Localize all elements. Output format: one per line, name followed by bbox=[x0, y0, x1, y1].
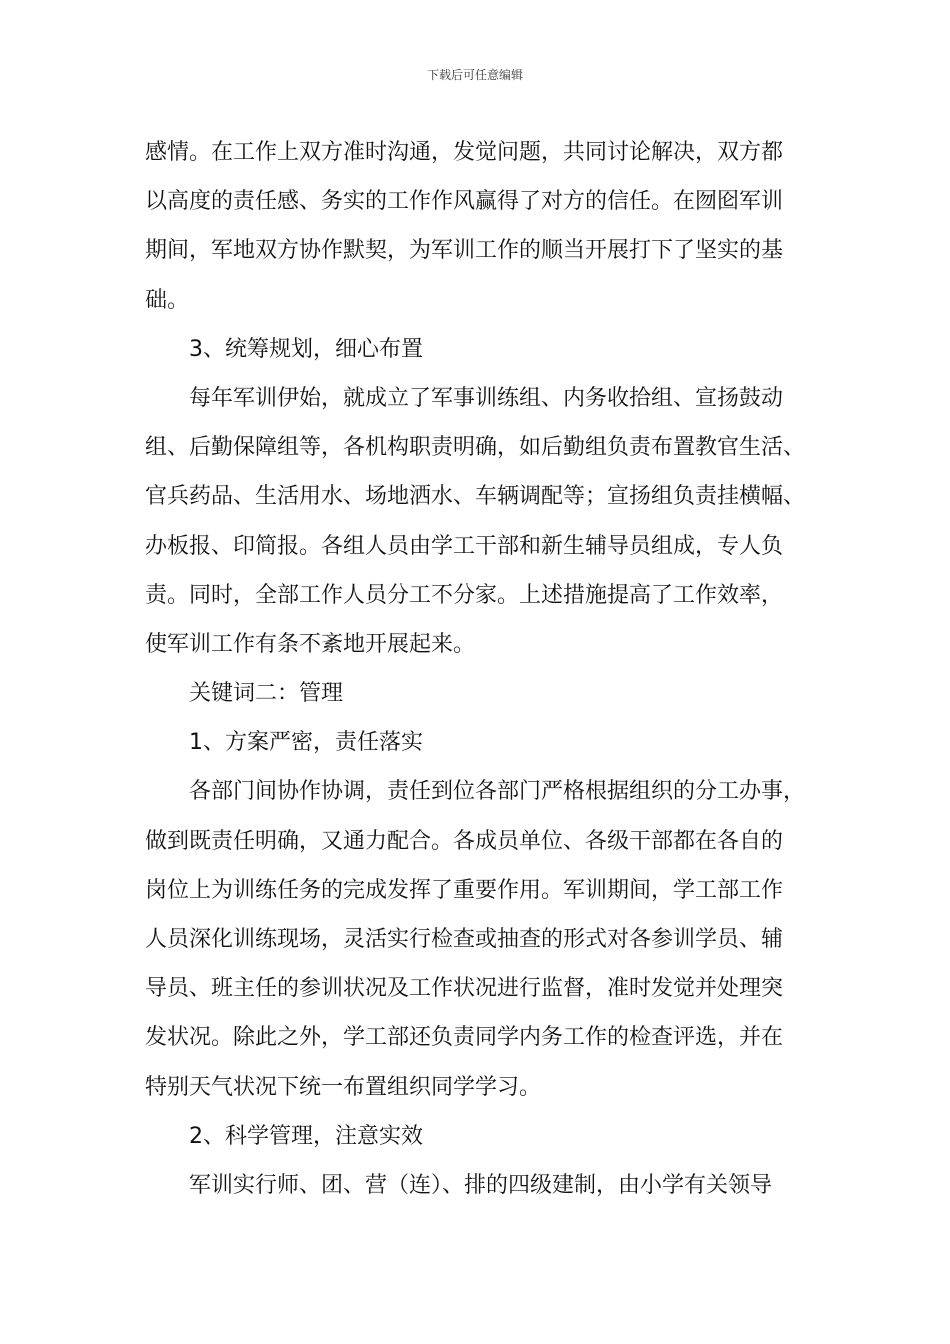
text-line: 办板报、印简报。各组人员由学工干部和新生辅导员组成，专人负 bbox=[145, 533, 784, 559]
text-line: 发状况。除此之外，学工部还负责同学内务工作的检查评选，并在 bbox=[145, 1025, 784, 1051]
text-line: 3、统筹规划，细心布置 bbox=[189, 336, 423, 362]
text-line: 特别天气状况下统一布置组织同学学习。 bbox=[145, 1074, 542, 1100]
text-line: 1、方案严密，责任落实 bbox=[189, 730, 423, 756]
text-line: 使军训工作有条不紊地开展起来。 bbox=[145, 631, 476, 657]
text-line: 以高度的责任感、务实的工作作风赢得了对方的信任。在囫囵军训 bbox=[145, 189, 784, 215]
text-line: 2、科学管理，注意实效 bbox=[189, 1123, 423, 1149]
text-line: 关键词二：管理 bbox=[189, 681, 344, 707]
text-line: 军训实行师、团、营（连）、排的四级建制，由小学有关领导 bbox=[189, 1172, 773, 1198]
text-line: 每年军训伊始，就成立了军事训练组、内务收拾组、宣扬鼓动 bbox=[189, 385, 784, 411]
text-line: 各部门间协作协调，责任到位各部门严格根据组织的分工办事， bbox=[189, 779, 806, 805]
text-line: 官兵药品、生活用水、场地洒水、车辆调配等；宣扬组负责挂横幅、 bbox=[145, 484, 806, 510]
document-body bbox=[145, 128, 825, 1210]
text-line: 岗位上为训练任务的完成发挥了重要作用。军训期间，学工部工作 bbox=[145, 877, 784, 903]
text-line: 感情。在工作上双方准时沟通，发觉问题，共同讨论解决，双方都 bbox=[145, 140, 784, 165]
text-line: 期间，军地双方协作默契，为军训工作的顺当开展打下了坚实的基 bbox=[145, 238, 784, 264]
text-line: 做到既责任明确，又通力配合。各成员单位、各级干部都在各自的 bbox=[145, 828, 784, 854]
page-header-note: 下载后可任意编辑 bbox=[426, 68, 523, 82]
text-line: 础。 bbox=[145, 287, 190, 313]
text-line: 责。同时，全部工作人员分工不分家。上述措施提高了工作效率， bbox=[145, 582, 784, 608]
text-line: 人员深化训练现场，灵活实行检查或抽查的形式对各参训学员、辅 bbox=[145, 927, 784, 952]
text-line: 组、后勤保障组等，各机构职责明确，如后勤组负责布置教官生活、 bbox=[145, 435, 806, 461]
text-line: 导员、班主任的参训状况及工作状况进行监督，准时发觉并处理突 bbox=[145, 976, 784, 1002]
